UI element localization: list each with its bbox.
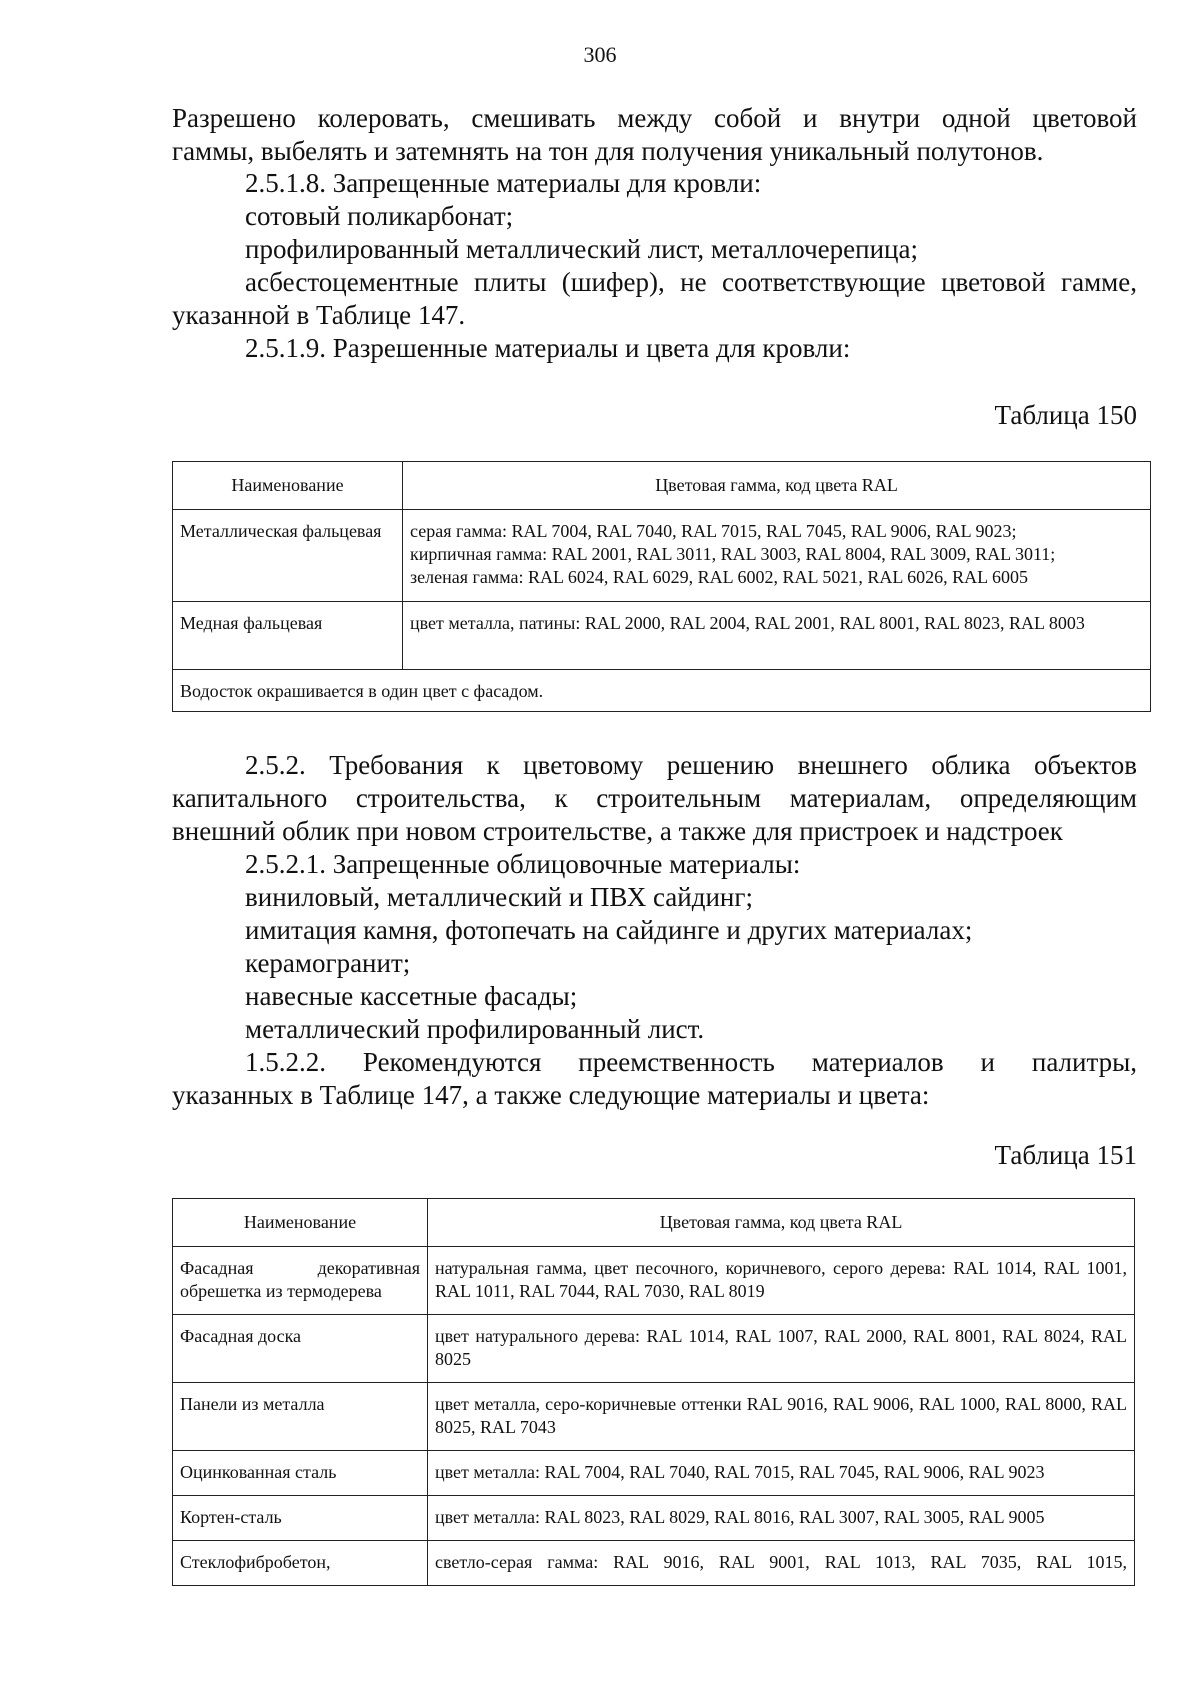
paragraph-line: указанных в Таблице 147, а также следующие материалы и цвета: — [172, 1080, 930, 1110]
paragraph-line: Разрешено колеровать, смешивать между собой и внутри одной цветовой — [172, 103, 1137, 133]
table-header-row — [173, 462, 1151, 510]
table-cell-name: Фасадная доска — [173, 1315, 428, 1383]
table-cell-value: натуральная гамма, цвет песочного, коричневого, серого дерева: RAL 1014, RAL 1001, RAL 1011, RAL 7044, RAL 7030, RAL 8019 — [428, 1247, 1135, 1315]
table-row — [173, 510, 1151, 602]
section-heading-2519: 2.5.1.9. Разрешенные материалы и цвета для кровли: — [245, 333, 851, 363]
list-item: металлический профилированный лист. — [245, 1014, 705, 1044]
column-header: Наименование — [173, 1199, 428, 1247]
paragraph-line: гаммы, выбелять и затемнять на тон для получения уникальный полутонов. — [172, 136, 1044, 166]
table-row — [173, 1315, 1135, 1383]
table-caption: Таблица 151 — [994, 1140, 1137, 1170]
paragraph-line: капитального строительства, к строительным материалам, определяющим — [172, 783, 1137, 813]
table-150 — [172, 461, 1151, 712]
table-cell-value: цвет металла: RAL 8023, RAL 8029, RAL 8016, RAL 3007, RAL 3005, RAL 9005 — [428, 1496, 1135, 1541]
table-footer-note: Водосток окрашивается в один цвет с фасадом. — [173, 670, 1151, 712]
table-cell-name: Стеклофибробетон, — [173, 1541, 428, 1586]
list-item-continuation: указанной в Таблице 147. — [172, 300, 466, 330]
table-cell-value — [403, 510, 1151, 602]
table-151 — [172, 1198, 1135, 1586]
table-cell-value: цвет натурального дерева: RAL 1014, RAL 1007, RAL 2000, RAL 8001, RAL 8024, RAL 8025 — [428, 1315, 1135, 1383]
column-header: Цветовая гамма, код цвета RAL — [428, 1199, 1135, 1247]
table-cell-value: цвет металла, патины: RAL 2000, RAL 2004, RAL 2001, RAL 8001, RAL 8023, RAL 8003 — [403, 602, 1151, 670]
table-cell-name: Фасадная декоративная обрешетка из термодерева — [173, 1247, 428, 1315]
palette-line: зеленая гамма: RAL 6024, RAL 6029, RAL 6002, RAL 5021, RAL 6026, RAL 6005 — [410, 567, 1028, 587]
table-row — [173, 1541, 1135, 1586]
table-header-row — [173, 1199, 1135, 1247]
table-row — [173, 602, 1151, 670]
column-header: Цветовая гамма, код цвета RAL — [403, 462, 1151, 510]
paragraph-line: 2.5.2. Требования к цветовому решению внешнего облика объектов — [245, 750, 1137, 780]
palette-line: серая гамма: RAL 7004, RAL 7040, RAL 7015, RAL 7045, RAL 9006, RAL 9023; — [410, 521, 1017, 541]
section-heading-1522: 1.5.2.2. Рекомендуются преемственность материалов и палитры, — [245, 1047, 1137, 1077]
column-header: Наименование — [173, 462, 403, 510]
list-item: керамогранит; — [245, 948, 411, 978]
table-cell-name: Кортен-сталь — [173, 1496, 428, 1541]
table-cell-name: Панели из металла — [173, 1383, 428, 1451]
list-item: виниловый, металлический и ПВХ сайдинг; — [245, 882, 753, 912]
table-cell-name: Металлическая фальцевая — [173, 510, 403, 602]
section-heading-2518: 2.5.1.8. Запрещенные материалы для кровли: — [245, 168, 762, 198]
table-cell-value: цвет металла: RAL 7004, RAL 7040, RAL 7015, RAL 7045, RAL 9006, RAL 9023 — [428, 1451, 1135, 1496]
list-item: сотовый поликарбонат; — [245, 201, 514, 231]
table-row — [173, 1383, 1135, 1451]
table-row — [173, 1247, 1135, 1315]
table-cell-name: Оцинкованная сталь — [173, 1451, 428, 1496]
table-row — [173, 1496, 1135, 1541]
list-item: профилированный металлический лист, металлочерепица; — [245, 234, 918, 264]
palette-line: кирпичная гамма: RAL 2001, RAL 3011, RAL 3003, RAL 8004, RAL 3009, RAL 3011; — [410, 544, 1056, 564]
list-item: асбестоцементные плиты (шифер), не соответствующие цветовой гамме, — [245, 267, 1137, 297]
table-cell-name: Медная фальцевая — [173, 602, 403, 670]
table-row — [173, 1451, 1135, 1496]
list-item: имитация камня, фотопечать на сайдинге и других материалах; — [245, 915, 973, 945]
table-caption: Таблица 150 — [994, 400, 1137, 430]
section-heading-2521: 2.5.2.1. Запрещенные облицовочные материалы: — [245, 849, 801, 879]
table-cell-value: цвет металла, серо-коричневые оттенки RAL 9016, RAL 9006, RAL 1000, RAL 8000, RAL 8025, RAL 7043 — [428, 1383, 1135, 1451]
paragraph-line: внешний облик при новом строительстве, а также для пристроек и надстроек — [172, 816, 1063, 846]
list-item: навесные кассетные фасады; — [245, 981, 578, 1011]
table-cell-value: светло-серая гамма: RAL 9016, RAL 9001, RAL 1013, RAL 7035, RAL 1015, — [428, 1541, 1135, 1586]
page-number: 306 — [583, 42, 617, 67]
table-footer-row — [173, 670, 1151, 712]
